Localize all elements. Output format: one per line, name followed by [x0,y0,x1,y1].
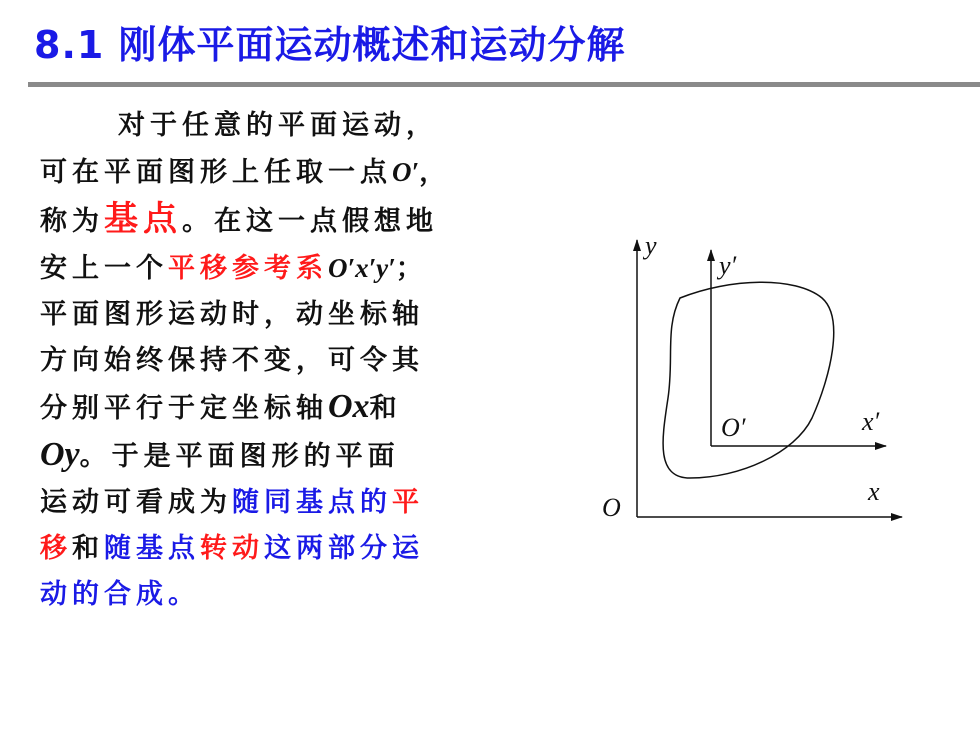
text-run: ； [395,253,428,284]
highlight-term-red: 平 [392,487,424,518]
highlight-term-red: 基点 [104,199,182,239]
math-symbol: Ox [328,388,370,425]
text-run: 运动可看成为 [40,487,232,518]
body-paragraph [40,103,510,618]
text-run: 称为 [40,206,104,237]
highlight-term-blue: 随基点 [104,533,200,564]
text-line [40,432,510,480]
text-line: 动的合成。 [40,579,200,610]
label-o-prime: O′ [721,413,746,442]
math-symbol: O′ [392,157,420,187]
label-x-prime: x′ [862,407,880,436]
text-line [40,480,510,526]
highlight-term-blue: 这两部分运 [264,533,424,564]
text-line [40,196,510,245]
text-run: 和 [72,533,104,564]
text-run: 分别平行于定坐标轴 [40,393,328,424]
coordinate-figure [590,228,920,528]
text-line [40,384,510,432]
title-divider [28,82,980,87]
highlight-term-blue: 随同基点的 [232,487,392,518]
math-symbol: O′x′y′ [328,253,396,283]
text-run: ， [419,157,452,188]
text-run: 可在平面图形上任取一点 [40,157,392,188]
text-line [40,245,510,292]
highlight-term-red: 平移参考系 [168,253,328,284]
text-run: 对于任意的平面运动， [118,110,438,141]
label-x: x [868,477,880,506]
math-symbol: Oy [40,436,80,473]
label-y: y [645,231,657,260]
text-run: 。在这一点假想地 [182,206,438,237]
text-line [40,149,510,196]
label-o: O [602,493,621,522]
label-y-prime: y′ [719,251,737,280]
plane-figure-outline [663,282,834,478]
highlight-term-red: 移 [40,533,72,564]
text-line: 平面图形运动时，动坐标轴 [40,299,424,330]
text-line [40,526,510,572]
text-line: 方向始终保持不变，可令其 [40,345,424,376]
text-line [40,103,510,149]
slide-title: 8.1 刚体平面运动概述和运动分解 [34,23,626,67]
highlight-term-red: 转动 [200,533,264,564]
text-run: 。于是平面图形的平面 [79,441,400,472]
text-run: 安上一个 [40,253,168,284]
text-run: 和 [369,393,402,424]
